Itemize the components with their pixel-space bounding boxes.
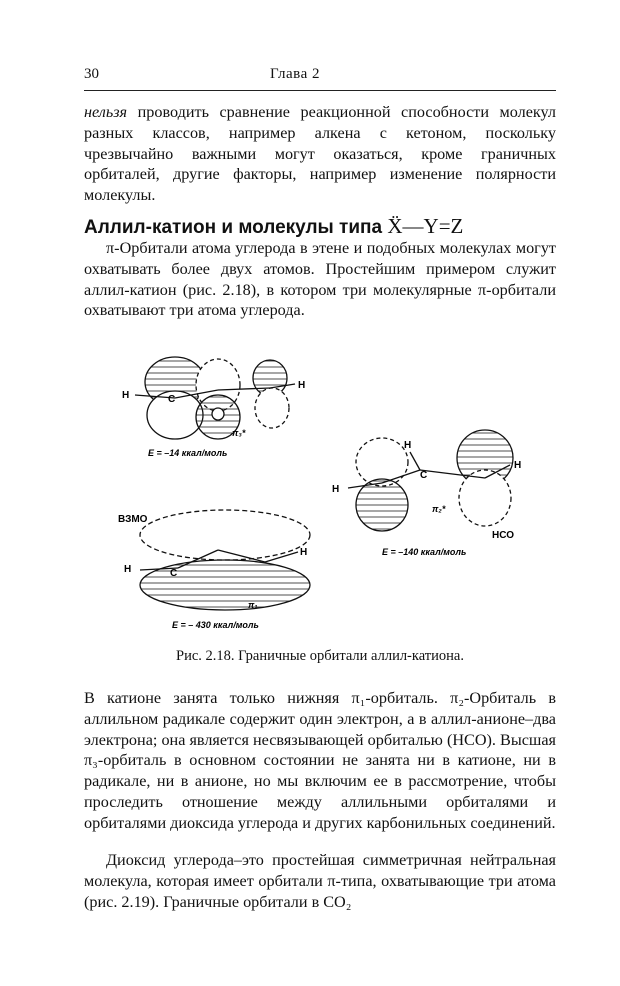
paragraph-3 [84,688,556,834]
section-heading-text: Аллил-катион и молекулы типа [84,217,388,238]
page-header [84,66,556,88]
pi3-label: π₃* [232,428,246,438]
header-rule [84,90,556,91]
c-label: C [420,470,428,481]
paragraph-4 [84,850,556,912]
c-label: C [170,568,178,579]
h-label: H [122,390,130,401]
page-number: 30 [84,66,99,82]
section-heading [84,214,556,239]
italic-word: нельзя [84,103,128,121]
h-label: H [300,547,308,558]
energy-pi2: E = –140 ккал/моль [382,547,467,557]
figure-2-18 [100,340,540,645]
pi1-orbital [140,510,310,610]
pi1-label: π₁ [248,600,258,610]
h-label: H [514,460,522,471]
pi2-label: π₂* [432,504,446,514]
pi3-orbital [135,357,295,439]
h-label: H [124,564,132,575]
paragraph-3-text: В катионе занята только нижняя π₁-орбиталь. π₂-Орбиталь в аллильном радикале содержит один электрон, а в аллил-анионе–два электрона; она является несвязывающей орбиталью (НСО). Высшая π₃-орбиталь в основном состоянии не занята ни в катионе, ни в радикале, ни в анионе, но мы включим ее в рассмотрение, чтобы проследить отношение между аллильными орбиталями и орбиталями диоксида углерода и других карбонильных соединений. [84,689,556,832]
energy-pi3: E = –14 ккал/моль [148,448,228,458]
homo-label: ВЗМО [118,514,148,525]
paragraph-1-text: проводить сравнение реакционной способности молекул разных классов, например алкена с кетоном, поскольку чрезвычайно важными могут оказаться, кроме граничных орбиталей, другие факторы, например изменение полярности молекулы. [84,103,556,205]
h-label: H [404,440,412,451]
paragraph-4-text: Диоксид углерода–это простейшая симметричная нейтральная молекула, которая имеет орбитали π-типа, охватывающие три атома (рис. 2.19). Граничные орбитали в CO₂ [84,851,556,911]
section-formula: Ẍ—Y=Z [387,214,464,238]
chapter-title: Глава 2 [270,66,320,82]
orbital-diagrams [100,340,540,645]
h-label: H [332,484,340,495]
lumo-label: НСО [492,530,514,541]
c-label: C [168,394,176,405]
paragraph-1 [84,102,556,206]
paragraph-2-text: π-Орбитали атома углерода в этене и подобных молекулах могут охватывать более двух атомов. Простейшим примером служит аллил-катион (рис. 2.18), в котором три молекулярные π-орбитали охватывают три атома углерода. [84,239,556,320]
energy-pi1: E = – 430 ккал/моль [172,620,259,630]
h-label: H [298,380,306,391]
figure-caption: Рис. 2.18. Граничные орбитали аллил-катиона. [176,648,464,664]
paragraph-2 [84,238,556,321]
pi2-orbital [348,430,513,531]
